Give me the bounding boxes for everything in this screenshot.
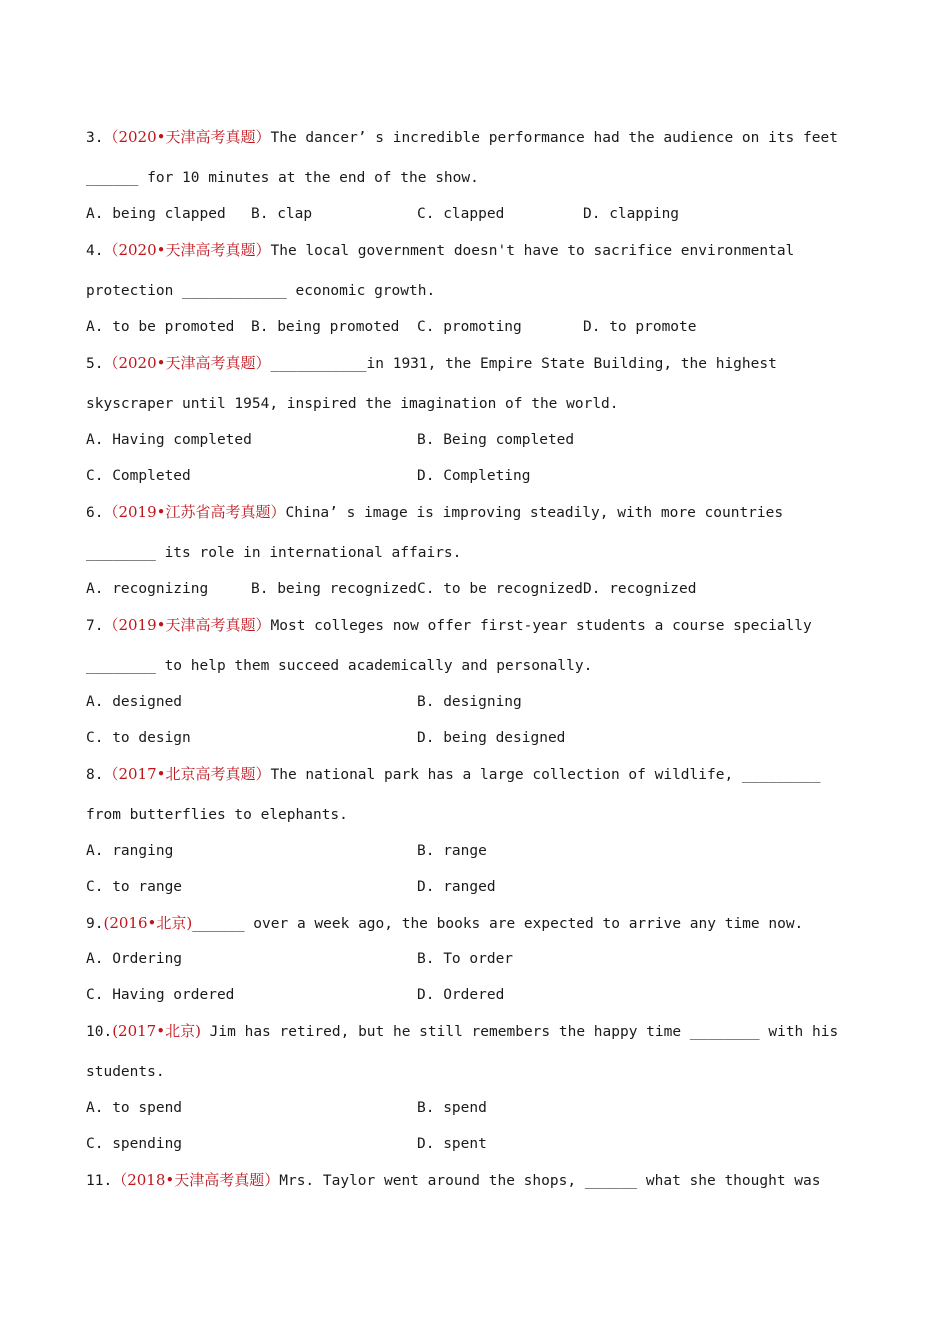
- q5-option-d: D. Completing: [417, 468, 531, 484]
- q7-option-d: D. being designed: [417, 730, 566, 746]
- question-3-stem-continued: ______ for 10 minutes at the end of the show.: [86, 170, 479, 186]
- question-text: China’ s image is improving steadily, with more countries: [285, 505, 784, 521]
- q10-option-c: C. spending: [86, 1136, 183, 1152]
- q7-option-c: C. to design: [86, 730, 191, 746]
- question-source: （2018•天津高考真题）: [112, 1171, 280, 1189]
- q3-option-d: D. clapping: [583, 206, 680, 222]
- q10-option-a: A. to spend: [86, 1100, 183, 1116]
- q6-option-b: B. being recognized: [251, 581, 417, 597]
- q5-option-c: C. Completed: [86, 468, 191, 484]
- question-10-stem: [86, 1021, 838, 1041]
- q8-option-d: D. ranged: [417, 879, 496, 895]
- q9-option-c: C. Having ordered: [86, 987, 235, 1003]
- question-8-stem-continued: from butterflies to elephants.: [86, 807, 348, 823]
- q5-option-b: B. Being completed: [417, 432, 575, 448]
- q6-option-c: C. to be recognized: [417, 581, 583, 597]
- question-11-stem: [86, 1170, 820, 1190]
- question-7-stem: [86, 615, 812, 635]
- question-6-stem-continued: ________ its role in international affairs.: [86, 545, 462, 561]
- question-9-stem: [86, 913, 803, 933]
- question-8-stem: [86, 764, 820, 784]
- question-number: 10.: [86, 1024, 113, 1040]
- q6-option-d: D. recognized: [583, 581, 697, 597]
- q4-option-b: B. being promoted: [251, 319, 400, 335]
- question-source: (2017•北京): [112, 1022, 201, 1040]
- q6-option-a: A. recognizing: [86, 581, 209, 597]
- q10-option-b: B. spend: [417, 1100, 487, 1116]
- question-text: Jim has retired, but he still remembers the happy time ________ with his: [200, 1024, 839, 1040]
- question-6-stem: [86, 502, 783, 522]
- q5-option-a: A. Having completed: [86, 432, 252, 448]
- q7-option-a: A. designed: [86, 694, 183, 710]
- question-5-stem-continued: skyscraper until 1954, inspired the imagination of the world.: [86, 396, 619, 412]
- question-text: The dancer’ s incredible performance had the audience on its feet: [270, 130, 838, 146]
- question-source: （2020•天津高考真题）: [103, 128, 271, 146]
- question-text: ______ over a week ago, the books are expected to arrive any time now.: [192, 916, 804, 932]
- question-7-stem-continued: ________ to help them succeed academically and personally.: [86, 658, 593, 674]
- q4-option-c: C. promoting: [417, 319, 522, 335]
- question-text: The local government doesn't have to sacrifice environmental: [270, 243, 795, 259]
- question-number: 9.: [86, 916, 104, 932]
- question-10-stem-continued: students.: [86, 1064, 165, 1080]
- question-5-stem: [86, 353, 777, 373]
- question-source: （2019•天津高考真题）: [103, 616, 271, 634]
- question-source: （2020•天津高考真题）: [103, 354, 271, 372]
- question-text: The national park has a large collection of wildlife, _________: [270, 767, 821, 783]
- q8-option-b: B. range: [417, 843, 487, 859]
- q4-option-d: D. to promote: [583, 319, 697, 335]
- q8-option-c: C. to range: [86, 879, 183, 895]
- question-number: 5.: [86, 356, 104, 372]
- q3-option-c: C. clapped: [417, 206, 505, 222]
- q9-option-a: A. Ordering: [86, 951, 183, 967]
- question-4-stem: [86, 240, 794, 260]
- q10-option-d: D. spent: [417, 1136, 487, 1152]
- question-source: （2017•北京高考真题）: [103, 765, 271, 783]
- question-3-stem: [86, 127, 838, 147]
- question-4-stem-continued: protection ____________ economic growth.: [86, 283, 436, 299]
- question-source: (2016•北京): [103, 914, 193, 932]
- question-number: 7.: [86, 618, 104, 634]
- question-number: 4.: [86, 243, 104, 259]
- question-text: ___________in 1931, the Empire State Building, the highest: [270, 356, 777, 372]
- q9-option-b: B. To order: [417, 951, 514, 967]
- question-source: （2020•天津高考真题）: [103, 241, 271, 259]
- question-number: 3.: [86, 130, 104, 146]
- q8-option-a: A. ranging: [86, 843, 174, 859]
- question-number: 11.: [86, 1173, 113, 1189]
- q3-option-b: B. clap: [251, 206, 313, 222]
- question-source: （2019•江苏省高考真题）: [103, 503, 286, 521]
- question-number: 8.: [86, 767, 104, 783]
- q7-option-b: B. designing: [417, 694, 522, 710]
- question-text: Most colleges now offer first-year students a course specially: [270, 618, 812, 634]
- q9-option-d: D. Ordered: [417, 987, 505, 1003]
- q4-option-a: A. to be promoted: [86, 319, 235, 335]
- q3-option-a: A. being clapped: [86, 206, 226, 222]
- question-text: Mrs. Taylor went around the shops, ______ what she thought was: [279, 1173, 821, 1189]
- question-number: 6.: [86, 505, 104, 521]
